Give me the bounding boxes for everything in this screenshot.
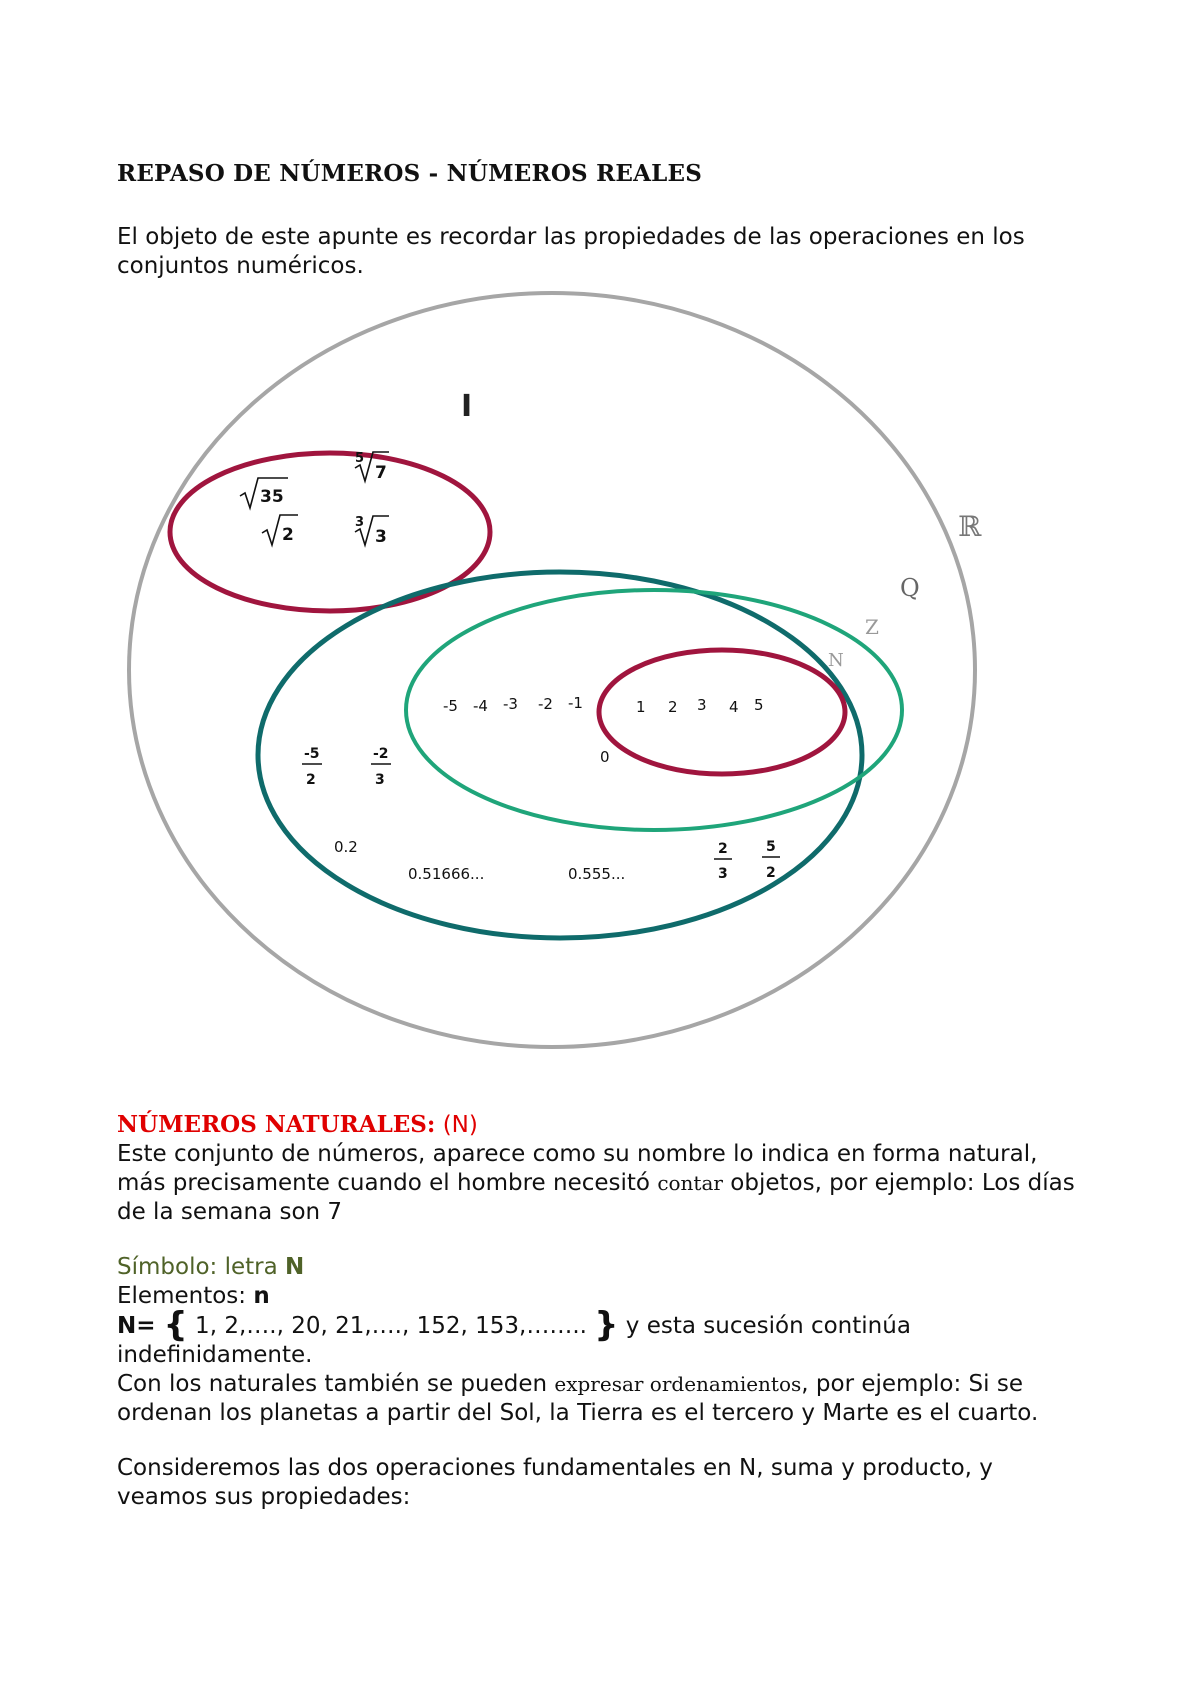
integer-neg2: -2	[538, 695, 553, 713]
naturales-heading-symbol: (N)	[442, 1112, 478, 1138]
svg-text:7: 7	[375, 463, 387, 483]
integer-neg5: -5	[443, 697, 458, 715]
page-title: REPASO DE NÚMEROS - NÚMEROS REALES	[117, 160, 703, 187]
fraction-2-over-3	[714, 841, 732, 882]
p1-word-contar: contar	[657, 1171, 723, 1195]
svg-text:2: 2	[766, 865, 776, 881]
irrational-sqrt2	[262, 515, 298, 545]
operaciones-paragraph: Consideremos las dos operaciones fundamentales en N, suma y producto, y veamos sus propiedades:	[117, 1455, 993, 1510]
svg-text:3: 3	[375, 527, 387, 547]
fraction-neg5-over-2	[302, 746, 322, 788]
p3-text-a: Con los naturales también se pueden	[117, 1371, 555, 1397]
fraction-neg2-over-3	[371, 746, 391, 788]
set-body: 1, 2,…., 20, 21,…., 152, 153,……..	[187, 1313, 595, 1339]
fraction-5-over-2	[762, 839, 780, 881]
naturales-heading-text: NÚMEROS NATURALES:	[117, 1111, 436, 1138]
integer-neg1: -1	[568, 694, 583, 712]
label-q: Q	[900, 574, 920, 602]
svg-text:2: 2	[306, 772, 316, 788]
svg-text:-5: -5	[304, 746, 320, 762]
integer-zero: 0	[600, 748, 610, 766]
integer-neg4: -4	[473, 697, 488, 715]
naturales-paragraph-1	[117, 1140, 1077, 1227]
p3-expresar-ordenamientos: expresar ordenamientos	[554, 1372, 802, 1396]
decimal-0-2: 0.2	[334, 838, 358, 856]
decimal-0-555: 0.555...	[568, 865, 626, 883]
natural-2: 2	[668, 698, 678, 716]
set-prefix: N=	[117, 1313, 164, 1339]
ordenamientos-paragraph	[117, 1370, 1077, 1428]
naturales-section	[117, 1110, 1077, 1512]
brace-close: }	[594, 1305, 619, 1345]
naturales-heading	[117, 1110, 1077, 1140]
svg-text:5: 5	[766, 839, 776, 855]
svg-text:3: 3	[375, 772, 385, 788]
svg-text:5: 5	[355, 451, 365, 466]
label-i: I	[461, 389, 473, 424]
simbolo-line	[117, 1253, 1077, 1282]
svg-text:-2: -2	[373, 746, 389, 762]
label-r: ℝ	[958, 510, 982, 543]
svg-text:3: 3	[718, 866, 728, 882]
p1-text-c: objetos, por ejemplo: Los días de la semana son 7	[117, 1170, 1075, 1225]
elementos-value: n	[253, 1283, 270, 1309]
intro-text: El objeto de este apunte es recordar las propiedades de las operaciones en los conjuntos numéricos.	[117, 224, 1025, 279]
set-definition-line	[117, 1305, 1077, 1370]
set-q-ellipse	[258, 572, 862, 938]
svg-text:2: 2	[282, 525, 294, 545]
svg-text:3: 3	[355, 515, 365, 530]
label-z: Z	[865, 615, 879, 639]
natural-5: 5	[754, 696, 764, 714]
brace-open: {	[163, 1305, 188, 1345]
decimal-0-51666: 0.51666...	[408, 865, 485, 883]
natural-4: 4	[729, 698, 739, 716]
irrational-sqrt35	[240, 478, 288, 508]
integer-neg3: -3	[503, 695, 518, 713]
p1-text-a: Este conjunto de números, aparece como su nombre lo indica en forma natural, más precisamente cuando el hombre necesitó	[117, 1141, 1038, 1196]
elementos-label: Elementos:	[117, 1283, 254, 1309]
svg-text:2: 2	[718, 841, 728, 857]
natural-3: 3	[697, 696, 707, 714]
simbolo-label: Símbolo: letra	[117, 1254, 286, 1280]
label-n: N	[828, 650, 844, 671]
simbolo-value: N	[285, 1254, 305, 1280]
svg-text:35: 35	[260, 487, 284, 507]
p3-text-c: , por ejemplo: Si se ordenan los planetas a partir del Sol, la Tierra es el tercero y Marte es el cuarto.	[117, 1371, 1039, 1426]
natural-1: 1	[636, 698, 646, 716]
set-suffix: y esta sucesión continúa indefinidamente.	[117, 1313, 911, 1368]
irrational-root3-of-3	[355, 515, 389, 547]
set-r-circle	[129, 293, 975, 1047]
